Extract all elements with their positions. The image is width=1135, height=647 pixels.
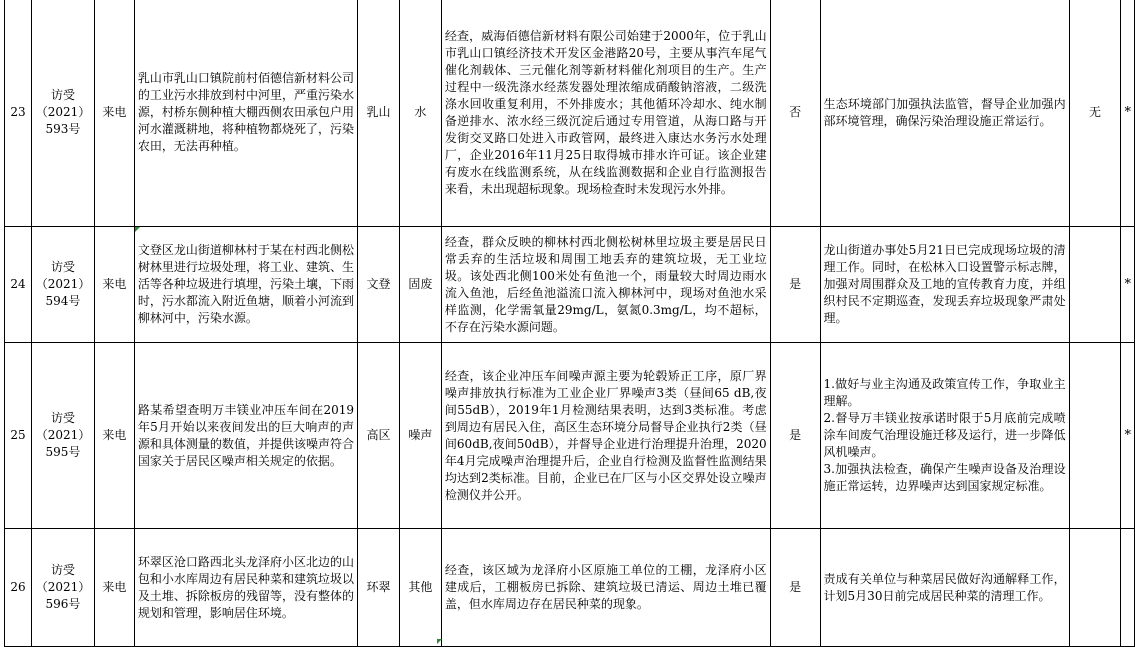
mark: * [1121,227,1135,343]
complaint-content: 路某希望查明万丰镁业冲压车间在2019年5月开始以来夜间发出的巨大响声的声源和具体测量的数值，并提供该噪声符合国家关于居民区噪声相关规定的依据。 [134,343,357,529]
area: 文登 [358,227,400,343]
accountability [1069,343,1121,529]
intake-method: 来电 [94,227,134,343]
verified: 是 [770,529,820,647]
area: 高区 [358,343,400,529]
area: 乳山 [358,0,400,227]
handling: 责成有关单位与种菜居民做好沟通解释工作，计划5月30日前完成居民种菜的清理工作。 [820,529,1069,647]
petition-table [4,0,1135,647]
mark [1121,529,1135,647]
case-id: 访受（2021）594号 [31,227,94,343]
cell-comment-marker [437,639,442,644]
verified: 是 [770,227,820,343]
area: 环翠 [358,529,400,647]
accountability [1069,529,1121,647]
pollution-type: 固废 [399,227,441,343]
pollution-type: 水 [399,0,441,227]
findings: 经查，该区域为龙泽府小区原施工单位的工棚，龙泽府小区建成后，工棚板房已拆除、建筑垃圾已清运、周边土堆已覆盖，但水库周边存在居民种菜的现象。 [441,529,770,647]
intake-method: 来电 [94,529,134,647]
handling-line: 3.加强执法检查，确保产生噪声设备及治理设施正常运转，边界噪声达到国家规定标准。 [823,462,1066,493]
pollution-type: 其他 [399,529,441,647]
case-id: 访受（2021）595号 [31,343,94,529]
verified: 否 [770,0,820,227]
handling [820,343,1069,529]
table-row [5,0,1135,227]
complaint-content: 文登区龙山街道柳林村于某在村西北侧松树林里进行垃圾处理，将工业、建筑、生活等各种垃圾进行填埋，污染土壤，下雨时，污水都流入附近鱼塘，顺着小河流到柳林河中，污染水源。 [134,227,357,343]
table-row [5,529,1135,647]
accountability [1069,227,1121,343]
case-id: 访受（2021）593号 [31,0,94,227]
intake-method: 来电 [94,343,134,529]
row-number: 24 [5,227,32,343]
handling: 生态环境部门加强执法监管，督导企业加强内部环境管理，确保污染治理设施正常运行。 [820,0,1069,227]
accountability: 无 [1069,0,1121,227]
handling-line: 1.做好与业主沟通及政策宣传工作，争取业主理解。 [823,377,1066,408]
verified: 是 [770,343,820,529]
handling: 龙山街道办事处5月21日已完成现场垃圾的清理工作。同时，在松林入口设置警示标志牌，加强对周围群众及工地的宣传教育力度，并组织村民不定期巡查，发现丢弃垃圾现象严肃处理。 [820,227,1069,343]
handling-line: 2.督导万丰镁业按承诺时限于5月底前完成喷涂车间废气治理设施迁移及运行，进一步降低风机噪声。 [823,411,1066,459]
findings: 经查，威海佰德信新材料有限公司始建于2000年，位于乳山市乳山口镇经济技术开发区金港路20号，主要从事汽车尾气催化剂载体、三元催化剂等新材料催化剂项目的生产。生产过程中一级洗涤水经蒸发器处理浓缩成硝酸钠溶液，二级洗涤水回收重复利用，不外排废水；其他循环冷却水、纯水制备逆排水、浓水经三级沉淀后通过专用管道，从海口路与开发街交叉路口处进入市政管网，最终进入康达水务污水处理厂，企业2016年11月25日取得城市排水许可证。该企业建有废水在线监测系统，从在线监测数据和企业自行监测报告来看，未出现超标现象。现场检查时未发现污水外排。 [441,0,770,227]
cell-comment-marker [135,227,140,232]
pollution-type: 噪声 [399,343,441,529]
table-row [5,343,1135,529]
row-number: 25 [5,343,32,529]
intake-method: 来电 [94,0,134,227]
table-row [5,227,1135,343]
findings: 经查，该企业冲压车间噪声源主要为轮毂矫正工序，原厂界噪声排放执行标准为工业企业厂界噪声3类（昼间65 dB,夜间55dB），2019年1月检测结果表明，达到3类标准。考虑到周边有居民入住，高区生态环境分局督导企业执行2类（昼间60dB,夜间50dB），并督导企业进行治理提升治理，2020年4月完成噪声治理提升后，企业自行检测及监督性监测结果均达到2类标准。目前，企业已在厂区与小区交界处设立噪声检测仪并公开。 [441,343,770,529]
findings: 经查，群众反映的柳林村西北侧松树林里垃圾主要是居民日常丢弃的生活垃圾和周围工地丢弃的建筑垃圾，无工业垃圾。该处西北侧100米处有鱼池一个，雨量较大时周边雨水流入鱼池，后经鱼池溢流口流入柳林河中，现场对鱼池水采样监测，化学需氧量29mg/L，氨氮0.3mg/L，均不超标，不存在污染水源问题。 [441,227,770,343]
complaint-content: 乳山市乳山口镇院前村佰德信新材料公司的工业污水排放到村中河里，严重污染水源，村桥东侧种植大棚西侧农田承包户用河水灌溉耕地，将种植物都烧死了，污染农田，无法再种植。 [134,0,357,227]
complaint-content: 环翠区沧口路西北头龙泽府小区北边的山包和小水库周边有居民种菜和建筑垃圾以及土堆、拆除板房的残留等，没有整体的规划和管理，影响居住环境。 [134,529,357,647]
row-number: 23 [5,0,32,227]
case-id: 访受（2021）596号 [31,529,94,647]
row-number: 26 [5,529,32,647]
mark: * [1121,343,1135,529]
mark: * [1121,0,1135,227]
